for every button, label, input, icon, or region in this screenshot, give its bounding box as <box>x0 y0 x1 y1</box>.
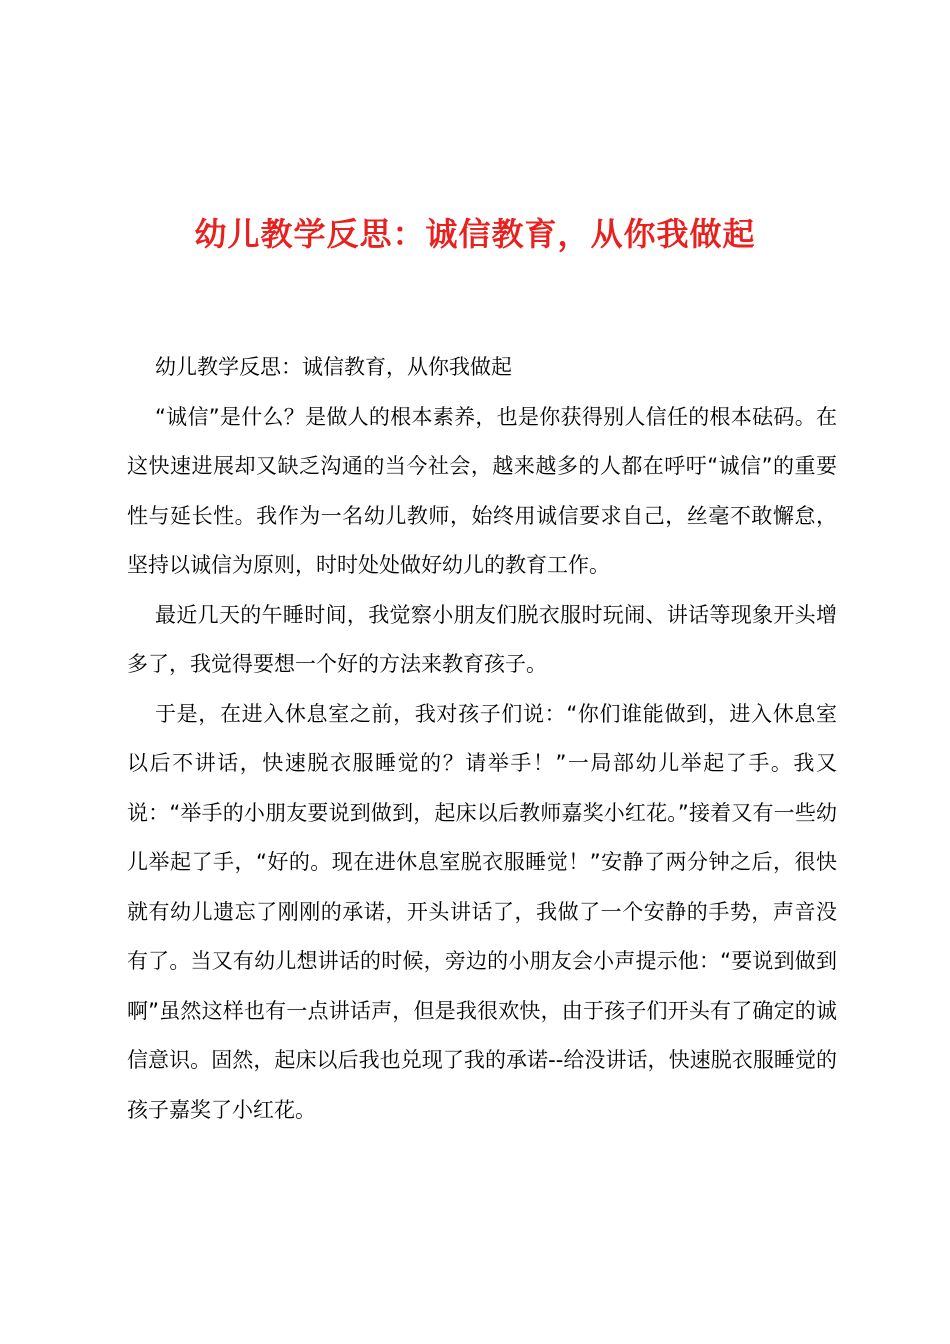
paragraph: “诚信”是什么？是做人的根本素养，也是你获得别人信任的根本砝码。在这快速进展却又缺乏沟通的当今社会，越来越多的人都在呼吁“诚信”的重要性与延长性。我作为一名幼儿教师，始终用诚信要求自己，丝毫不敢懈怠，坚持以诚信为原则，时时处处做好幼儿的教育工作。 <box>127 404 837 577</box>
document-body <box>127 343 837 1135</box>
paragraph: 最近几天的午睡时间，我觉察小朋友们脱衣服时玩闹、讲话等现象开头增多了，我觉得要想一个好的方法来教育孩子。 <box>127 602 837 676</box>
document-title: 幼儿教学反思：诚信教育，从你我做起 <box>194 215 756 253</box>
paragraph: 于是，在进入休息室之前，我对孩子们说：“你们谁能做到，进入休息室以后不讲话，快速脱衣服睡觉的？请举手！”一局部幼儿举起了手。我又说：“举手的小朋友要说到做到，起床以后教师嘉奖小红花。”接着又有一些幼儿举起了手，“好的。现在进休息室脱衣服睡觉！”安静了两分钟之后，很快就有幼儿遗忘了刚刚的承诺，开头讲话了，我做了一个安静的手势，声音没有了。当又有幼儿想讲话的时候，旁边的小朋友会小声提示他：“要说到做到啊”虽然这样也有一点讲话声，但是我很欢快，由于孩子们开头有了确定的诚信意识。固然，起床以后我也兑现了我的承诺--给没讲话，快速脱衣服睡觉的孩子嘉奖了小红花。 <box>127 701 837 1122</box>
paragraph-subtitle: 幼儿教学反思：诚信教育，从你我做起 <box>155 355 512 379</box>
